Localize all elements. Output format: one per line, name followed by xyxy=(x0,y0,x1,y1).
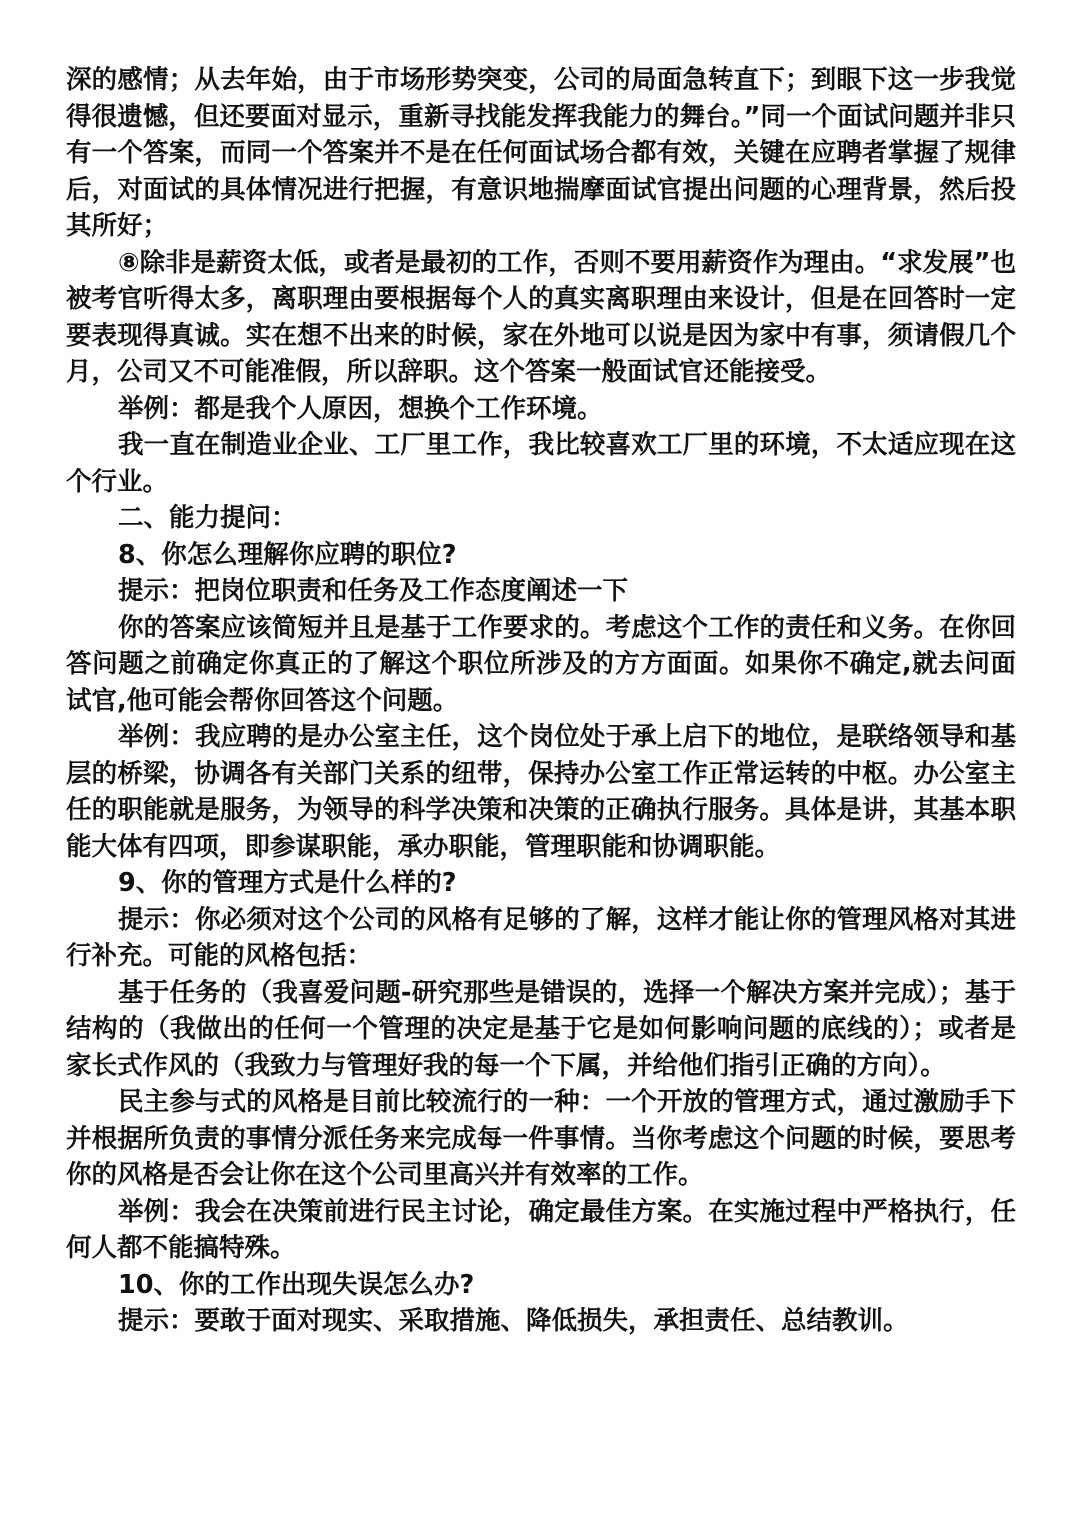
paragraph-answer-8: 你的答案应该简短并且是基于工作要求的。考虑这个工作的责任和义务。在你回答问题之前确定你真正的了解这个职位所涉及的方方面面。如果你不确定,就去问面试官,他可能会帮你回答这个问题。 xyxy=(66,612,1016,716)
paragraph-point-8: ⑧除非是薪资太低，或者是最初的工作，否则不要用薪资作为理由。“求发展”也被考官听得太多，离职理由要根据每个人的真实离职理由来设计，但是在回答时一定要表现得真诚。实在想不出来的时候，家在外地可以说是因为家中有事，须请假几个月，公司又不可能准假，所以辞职。这个答案一般面试官还能接受。 xyxy=(66,247,1016,387)
hint-10: 提示：要敢于面对现实、采取措施、降低损失，承担责任、总结教训。 xyxy=(118,1306,909,1336)
paragraph-example: 举例：都是我个人原因，想换个工作环境。 xyxy=(118,393,603,424)
hint-8: 提示：把岗位职责和任务及工作态度阐述一下 xyxy=(118,576,629,606)
paragraph-continuation: 深的感情；从去年始，由于市场形势突变，公司的局面急转直下；到眼下这一步我觉得很遗憾，但还要面对显示，重新寻找能发挥我能力的舞台。”同一个面试问题并非只有一个答案，而同一个答案并不是在任何面试场合都有效，关键在应聘者掌握了规律后，对面试的具体情况进行把握，有意识地揣摩面试官提出问题的心理背景，然后投其所好； xyxy=(66,65,1016,241)
hint-9: 提示：你必须对这个公司的风格有足够的了解，这样才能让你的管理风格对其进行补充。可能的风格包括： xyxy=(66,904,1016,971)
paragraph-democratic-style: 民主参与式的风格是目前比较流行的一种：一个开放的管理方式，通过激励手下并根据所负责的事情分派任务来完成每一件事情。当你考虑这个问题的时候，要思考你的风格是否会让你在这个公司里高兴并有效率的工作。 xyxy=(66,1087,1016,1190)
section-heading-ability: 二、能力提问： xyxy=(118,503,297,533)
question-10: 10、你的工作出现失误怎么办? xyxy=(118,1269,475,1300)
example-9: 举例：我会在决策前进行民主讨论，确定最佳方案。在实施过程中严格执行，任何人都不能搞特殊。 xyxy=(66,1196,1016,1263)
example-8: 举例：我应聘的是办公室主任，这个岗位处于承上启下的地位，是联络领导和基层的桥梁，协调各有关部门关系的纽带，保持办公室工作正常运转的中枢。办公室主任的职能就是服务，为领导的科学决策和决策的正确执行服务。具体是讲，其基本职能大体有四项，即参谋职能，承办职能，管理职能和协调职能。 xyxy=(66,722,1016,862)
question-8: 8、你怎么理解你应聘的职位? xyxy=(118,539,457,570)
paragraph-styles: 基于任务的（我喜爱问题-研究那些是错误的，选择一个解决方案并完成）；基于结构的（我做出的任何一个管理的决定是基于它是如何影响问题的底线的）；或者是家长式作风的（我致力与管理好我的每一个下属，并给他们指引正确的方向）。 xyxy=(66,977,1016,1081)
paragraph-example-alt: 我一直在制造业企业、工厂里工作，我比较喜欢工厂里的环境，不太适应现在这个行业。 xyxy=(66,430,1016,497)
question-9: 9、你的管理方式是什么样的? xyxy=(118,868,457,898)
document-page xyxy=(66,62,1016,1340)
